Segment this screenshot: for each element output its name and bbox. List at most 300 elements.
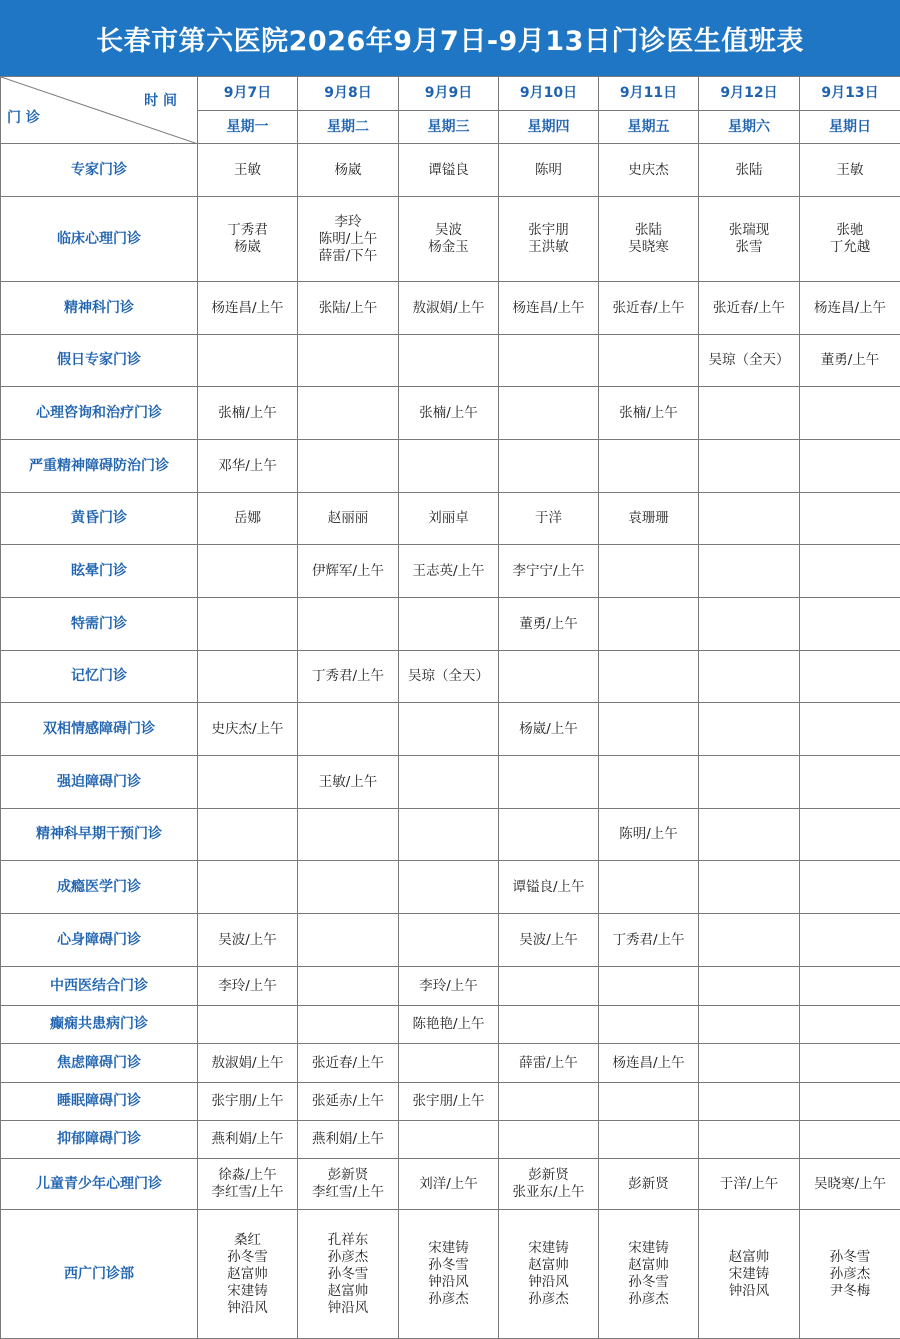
schedule-cell (800, 197, 900, 282)
schedule-cell (800, 1044, 900, 1083)
doctor-entry: 陈艳艳/上午 (399, 1016, 498, 1033)
schedule-cell (599, 651, 699, 703)
clinic-row (1, 144, 900, 197)
clinic-name: 严重精神障碍防治门诊 (1, 440, 198, 493)
doctor-entry: 吴波/上午 (499, 932, 598, 949)
schedule-cell (499, 1159, 599, 1210)
doctor-entry: 敖淑娟/上午 (399, 300, 498, 317)
schedule-cell (399, 651, 499, 703)
doctor-entry: 张楠/上午 (599, 405, 698, 422)
schedule-cell (800, 861, 900, 914)
schedule-cell (198, 1210, 298, 1339)
doctor-entry: 钟沿风 (399, 1274, 498, 1291)
schedule-cell (399, 861, 499, 914)
clinic-name: 临床心理门诊 (1, 197, 198, 282)
doctor-entry: 张宇朋/上午 (399, 1093, 498, 1110)
doctor-entry: 孙彦杰 (399, 1291, 498, 1308)
doctor-entry: 丁允越 (800, 239, 900, 256)
schedule-cell (399, 598, 499, 651)
schedule-cell (800, 282, 900, 335)
schedule-cell (499, 809, 599, 861)
date-header: 9月7日 (198, 77, 298, 111)
clinic-row (1, 493, 900, 545)
schedule-cell (298, 809, 399, 861)
schedule-cell (499, 335, 599, 387)
schedule-cell (499, 493, 599, 545)
schedule-cell (399, 197, 499, 282)
date-header: 9月12日 (699, 77, 800, 111)
clinic-row (1, 545, 900, 598)
clinic-name: 心身障碍门诊 (1, 914, 198, 967)
schedule-cell (699, 598, 800, 651)
doctor-entry: 史庆杰 (599, 162, 698, 179)
doctor-entry: 宋建铸 (198, 1283, 297, 1300)
clinic-name: 中西医结合门诊 (1, 967, 198, 1006)
doctor-entry: 张近春/上午 (599, 300, 698, 317)
schedule-cell (298, 703, 399, 756)
schedule-cell (699, 1210, 800, 1339)
header-row-dates (1, 77, 900, 111)
schedule-cell (499, 545, 599, 598)
doctor-entry: 宋建铸 (699, 1266, 799, 1283)
doctor-entry: 杨连昌/上午 (198, 300, 297, 317)
clinic-name: 假日专家门诊 (1, 335, 198, 387)
date-header: 9月8日 (298, 77, 399, 111)
doctor-entry: 史庆杰/上午 (198, 721, 297, 738)
schedule-cell (499, 914, 599, 967)
schedule-cell (599, 598, 699, 651)
schedule-cell (298, 1121, 399, 1159)
schedule-cell (298, 1159, 399, 1210)
schedule-cell (298, 493, 399, 545)
schedule-cell (699, 809, 800, 861)
schedule-cell (198, 651, 298, 703)
corner-time-label: 时 间 (144, 93, 177, 110)
doctor-entry: 孔祥东 (298, 1232, 398, 1249)
schedule-cell (198, 335, 298, 387)
weekday-header: 星期日 (800, 111, 900, 144)
schedule-cell (399, 1210, 499, 1339)
schedule-cell (298, 861, 399, 914)
schedule-cell (599, 914, 699, 967)
doctor-entry: 吴波 (399, 222, 498, 239)
doctor-entry: 张延赤/上午 (298, 1093, 398, 1110)
schedule-cell (298, 440, 399, 493)
doctor-entry: 张陆 (699, 162, 799, 179)
schedule-cell (699, 967, 800, 1006)
schedule-cell (800, 756, 900, 809)
schedule-cell (699, 387, 800, 440)
schedule-cell (198, 914, 298, 967)
doctor-entry: 赵富帅 (499, 1257, 598, 1274)
clinic-name: 抑郁障碍门诊 (1, 1121, 198, 1159)
doctor-entry: 李玲/上午 (399, 978, 498, 995)
schedule-cell (399, 1159, 499, 1210)
weekday-header: 星期三 (399, 111, 499, 144)
doctor-entry: 张宇朋 (499, 222, 598, 239)
schedule-cell (699, 197, 800, 282)
doctor-entry: 孙彦杰 (298, 1249, 398, 1266)
doctor-entry: 吴琼（全天） (699, 352, 799, 369)
schedule-cell (499, 1044, 599, 1083)
doctor-entry: 孙彦杰 (499, 1291, 598, 1308)
schedule-cell (599, 1159, 699, 1210)
doctor-entry: 钟沿风 (198, 1300, 297, 1317)
doctor-entry: 杨金玉 (399, 239, 498, 256)
doctor-entry: 刘洋/上午 (399, 1176, 498, 1193)
schedule-cell (499, 598, 599, 651)
schedule-cell (599, 387, 699, 440)
doctor-entry: 尹冬梅 (800, 1283, 900, 1300)
clinic-row (1, 1159, 900, 1210)
schedule-cell (800, 914, 900, 967)
doctor-entry: 孙冬雪 (800, 1249, 900, 1266)
clinic-row (1, 1044, 900, 1083)
corner-header (1, 77, 198, 144)
schedule-cell (298, 914, 399, 967)
clinic-row (1, 197, 900, 282)
clinic-row (1, 1083, 900, 1121)
doctor-entry: 吴晓寒/上午 (800, 1176, 900, 1193)
doctor-entry: 陈明/上午 (298, 231, 398, 248)
schedule-cell (198, 1006, 298, 1044)
doctor-entry: 李红雪/上午 (198, 1184, 297, 1201)
schedule-cell (499, 967, 599, 1006)
schedule-cell (499, 861, 599, 914)
schedule-cell (399, 1083, 499, 1121)
schedule-cell (198, 809, 298, 861)
doctor-entry: 赵富帅 (699, 1249, 799, 1266)
schedule-cell (800, 144, 900, 197)
schedule-cell (298, 651, 399, 703)
schedule-cell (699, 1121, 800, 1159)
schedule-cell (599, 1044, 699, 1083)
schedule-cell (298, 756, 399, 809)
schedule-table (0, 76, 900, 1339)
doctor-entry: 董勇/上午 (499, 616, 598, 633)
clinic-name: 双相情感障碍门诊 (1, 703, 198, 756)
clinic-name: 记忆门诊 (1, 651, 198, 703)
doctor-entry: 丁秀君/上午 (599, 932, 698, 949)
date-header: 9月10日 (499, 77, 599, 111)
schedule-cell (699, 335, 800, 387)
clinic-name: 成瘾医学门诊 (1, 861, 198, 914)
schedule-cell (399, 545, 499, 598)
clinic-name: 眩晕门诊 (1, 545, 198, 598)
schedule-cell (599, 703, 699, 756)
schedule-cell (198, 598, 298, 651)
schedule-cell (399, 914, 499, 967)
doctor-entry: 王敏 (800, 162, 900, 179)
doctor-entry: 王敏/上午 (298, 774, 398, 791)
schedule-cell (298, 197, 399, 282)
schedule-cell (499, 144, 599, 197)
schedule-cell (499, 440, 599, 493)
schedule-cell (399, 967, 499, 1006)
schedule-cell (599, 197, 699, 282)
doctor-entry: 岳娜 (198, 510, 297, 527)
schedule-cell (298, 545, 399, 598)
schedule-cell (198, 144, 298, 197)
date-header: 9月11日 (599, 77, 699, 111)
doctor-entry: 孙冬雪 (599, 1274, 698, 1291)
schedule-cell (399, 387, 499, 440)
doctor-entry: 钟沿风 (298, 1300, 398, 1317)
schedule-cell (800, 545, 900, 598)
doctor-entry: 袁珊珊 (599, 510, 698, 527)
doctor-entry: 钟沿风 (499, 1274, 598, 1291)
schedule-cell (599, 335, 699, 387)
schedule-cell (298, 1006, 399, 1044)
clinic-row (1, 914, 900, 967)
doctor-entry: 杨崴/上午 (499, 721, 598, 738)
doctor-entry: 张陆/上午 (298, 300, 398, 317)
doctor-entry: 刘丽卓 (399, 510, 498, 527)
doctor-entry: 孙彦杰 (800, 1266, 900, 1283)
schedule-cell (499, 387, 599, 440)
schedule-cell (599, 440, 699, 493)
doctor-entry: 董勇/上午 (800, 352, 900, 369)
schedule-cell (800, 967, 900, 1006)
clinic-name: 焦虑障碍门诊 (1, 1044, 198, 1083)
schedule-cell (699, 1006, 800, 1044)
schedule-cell (599, 282, 699, 335)
doctor-entry: 敖淑娟/上午 (198, 1055, 297, 1072)
doctor-entry: 伊辉军/上午 (298, 563, 398, 580)
schedule-cell (800, 703, 900, 756)
schedule-cell (499, 703, 599, 756)
doctor-entry: 吴晓寒 (599, 239, 698, 256)
doctor-entry: 谭镒良/上午 (499, 879, 598, 896)
schedule-cell (298, 967, 399, 1006)
schedule-cell (399, 756, 499, 809)
doctor-entry: 孙冬雪 (298, 1266, 398, 1283)
schedule-cell (198, 1121, 298, 1159)
schedule-cell (800, 651, 900, 703)
schedule-cell (699, 282, 800, 335)
doctor-entry: 钟沿风 (699, 1283, 799, 1300)
doctor-entry: 杨连昌/上午 (800, 300, 900, 317)
corner-clinic-label: 门 诊 (7, 110, 40, 127)
clinic-row (1, 1006, 900, 1044)
schedule-cell (198, 756, 298, 809)
schedule-cell (298, 144, 399, 197)
schedule-cell (800, 387, 900, 440)
clinic-row (1, 1210, 900, 1339)
doctor-entry: 于洋 (499, 510, 598, 527)
schedule-cell (800, 809, 900, 861)
schedule-cell (599, 545, 699, 598)
schedule-cell (198, 1083, 298, 1121)
schedule-cell (699, 440, 800, 493)
schedule-cell (699, 1044, 800, 1083)
weekday-header: 星期六 (699, 111, 800, 144)
doctor-entry: 吴波/上午 (198, 932, 297, 949)
doctor-entry: 薛雷/下午 (298, 248, 398, 265)
schedule-cell (699, 703, 800, 756)
schedule-cell (399, 1121, 499, 1159)
clinic-name: 专家门诊 (1, 144, 198, 197)
clinic-row (1, 756, 900, 809)
clinic-name: 强迫障碍门诊 (1, 756, 198, 809)
schedule-cell (499, 282, 599, 335)
schedule-cell (800, 598, 900, 651)
clinic-row (1, 967, 900, 1006)
schedule-cell (399, 440, 499, 493)
schedule-cell (699, 493, 800, 545)
doctor-entry: 宋建铸 (399, 1240, 498, 1257)
schedule-cell (800, 493, 900, 545)
schedule-cell (399, 809, 499, 861)
date-header: 9月9日 (399, 77, 499, 111)
schedule-cell (499, 1083, 599, 1121)
clinic-name: 西广门诊部 (1, 1210, 198, 1339)
date-header: 9月13日 (800, 77, 900, 111)
doctor-entry: 杨崴 (198, 239, 297, 256)
schedule-cell (599, 1006, 699, 1044)
doctor-entry: 邓华/上午 (198, 458, 297, 475)
weekday-header: 星期五 (599, 111, 699, 144)
clinic-row (1, 651, 900, 703)
schedule-cell (298, 1210, 399, 1339)
schedule-cell (198, 1159, 298, 1210)
schedule-cell (399, 493, 499, 545)
page-title: 长春市第六医院2026年9月7日-9月13日门诊医生值班表 (0, 0, 900, 76)
clinic-row (1, 335, 900, 387)
schedule-cell (399, 282, 499, 335)
schedule-cell (298, 1044, 399, 1083)
clinic-name: 精神科门诊 (1, 282, 198, 335)
schedule-cell (499, 756, 599, 809)
schedule-cell (699, 1083, 800, 1121)
doctor-entry: 于洋/上午 (699, 1176, 799, 1193)
schedule-cell (699, 545, 800, 598)
doctor-entry: 李玲 (298, 214, 398, 231)
schedule-cell (699, 651, 800, 703)
doctor-entry: 燕利娟/上午 (298, 1131, 398, 1148)
schedule-cell (499, 651, 599, 703)
doctor-entry: 杨崴 (298, 162, 398, 179)
schedule-cell (198, 967, 298, 1006)
doctor-entry: 徐淼/上午 (198, 1167, 297, 1184)
clinic-row (1, 1121, 900, 1159)
doctor-entry: 李红雪/上午 (298, 1184, 398, 1201)
schedule-cell (699, 914, 800, 967)
doctor-entry: 王志英/上午 (399, 563, 498, 580)
doctor-entry: 王敏 (198, 162, 297, 179)
doctor-entry: 杨连昌/上午 (599, 1055, 698, 1072)
schedule-cell (198, 545, 298, 598)
doctor-entry: 吴琼（全天） (399, 668, 498, 685)
schedule-cell (599, 493, 699, 545)
schedule-cell (198, 1044, 298, 1083)
doctor-entry: 孙冬雪 (399, 1257, 498, 1274)
doctor-entry: 赵富帅 (198, 1266, 297, 1283)
schedule-cell (699, 1159, 800, 1210)
clinic-name: 精神科早期干预门诊 (1, 809, 198, 861)
doctor-entry: 孙彦杰 (599, 1291, 698, 1308)
schedule-cell (198, 703, 298, 756)
schedule-cell (399, 1044, 499, 1083)
schedule-cell (499, 1210, 599, 1339)
clinic-name: 特需门诊 (1, 598, 198, 651)
schedule-cell (298, 598, 399, 651)
schedule-cell (699, 861, 800, 914)
schedule-cell (599, 1121, 699, 1159)
doctor-entry: 宋建铸 (599, 1240, 698, 1257)
schedule-cell (800, 1210, 900, 1339)
schedule-cell (499, 1121, 599, 1159)
clinic-name: 癫痫共患病门诊 (1, 1006, 198, 1044)
schedule-cell (599, 967, 699, 1006)
schedule-cell (800, 335, 900, 387)
clinic-row (1, 861, 900, 914)
clinic-row (1, 282, 900, 335)
doctor-entry: 燕利娟/上午 (198, 1131, 297, 1148)
doctor-entry: 彭新贤 (499, 1167, 598, 1184)
doctor-entry: 张陆 (599, 222, 698, 239)
schedule-cell (599, 756, 699, 809)
schedule-cell (399, 1006, 499, 1044)
doctor-entry: 陈明 (499, 162, 598, 179)
doctor-entry: 李玲/上午 (198, 978, 297, 995)
clinic-row (1, 387, 900, 440)
doctor-entry: 薛雷/上午 (499, 1055, 598, 1072)
doctor-entry: 张楠/上午 (198, 405, 297, 422)
schedule-cell (399, 335, 499, 387)
clinic-row (1, 440, 900, 493)
schedule-cell (800, 1121, 900, 1159)
weekday-header: 星期四 (499, 111, 599, 144)
clinic-name: 心理咨询和治疗门诊 (1, 387, 198, 440)
doctor-entry: 彭新贤 (599, 1176, 698, 1193)
clinic-name: 睡眠障碍门诊 (1, 1083, 198, 1121)
doctor-entry: 谭镒良 (399, 162, 498, 179)
schedule-cell (198, 387, 298, 440)
clinic-row (1, 598, 900, 651)
schedule-cell (298, 1083, 399, 1121)
doctor-entry: 张宇朋/上午 (198, 1093, 297, 1110)
doctor-entry: 张近春/上午 (298, 1055, 398, 1072)
doctor-entry: 杨连昌/上午 (499, 300, 598, 317)
doctor-entry: 王洪敏 (499, 239, 598, 256)
schedule-cell (399, 703, 499, 756)
schedule-cell (298, 335, 399, 387)
doctor-entry: 彭新贤 (298, 1167, 398, 1184)
schedule-cell (599, 1210, 699, 1339)
schedule-cell (599, 809, 699, 861)
schedule-cell (800, 1159, 900, 1210)
doctor-entry: 赵丽丽 (298, 510, 398, 527)
schedule-cell (198, 282, 298, 335)
doctor-entry: 张楠/上午 (399, 405, 498, 422)
doctor-entry: 张雪 (699, 239, 799, 256)
weekday-header: 星期二 (298, 111, 399, 144)
doctor-entry: 宋建铸 (499, 1240, 598, 1257)
doctor-entry: 孙冬雪 (198, 1249, 297, 1266)
doctor-entry: 桑红 (198, 1232, 297, 1249)
schedule-cell (499, 1006, 599, 1044)
schedule-cell (298, 282, 399, 335)
clinic-name: 黄昏门诊 (1, 493, 198, 545)
weekday-header: 星期一 (198, 111, 298, 144)
schedule-cell (599, 861, 699, 914)
schedule-cell (198, 440, 298, 493)
schedule-cell (699, 756, 800, 809)
schedule-cell (800, 1083, 900, 1121)
clinic-row (1, 809, 900, 861)
doctor-entry: 张亚东/上午 (499, 1184, 598, 1201)
